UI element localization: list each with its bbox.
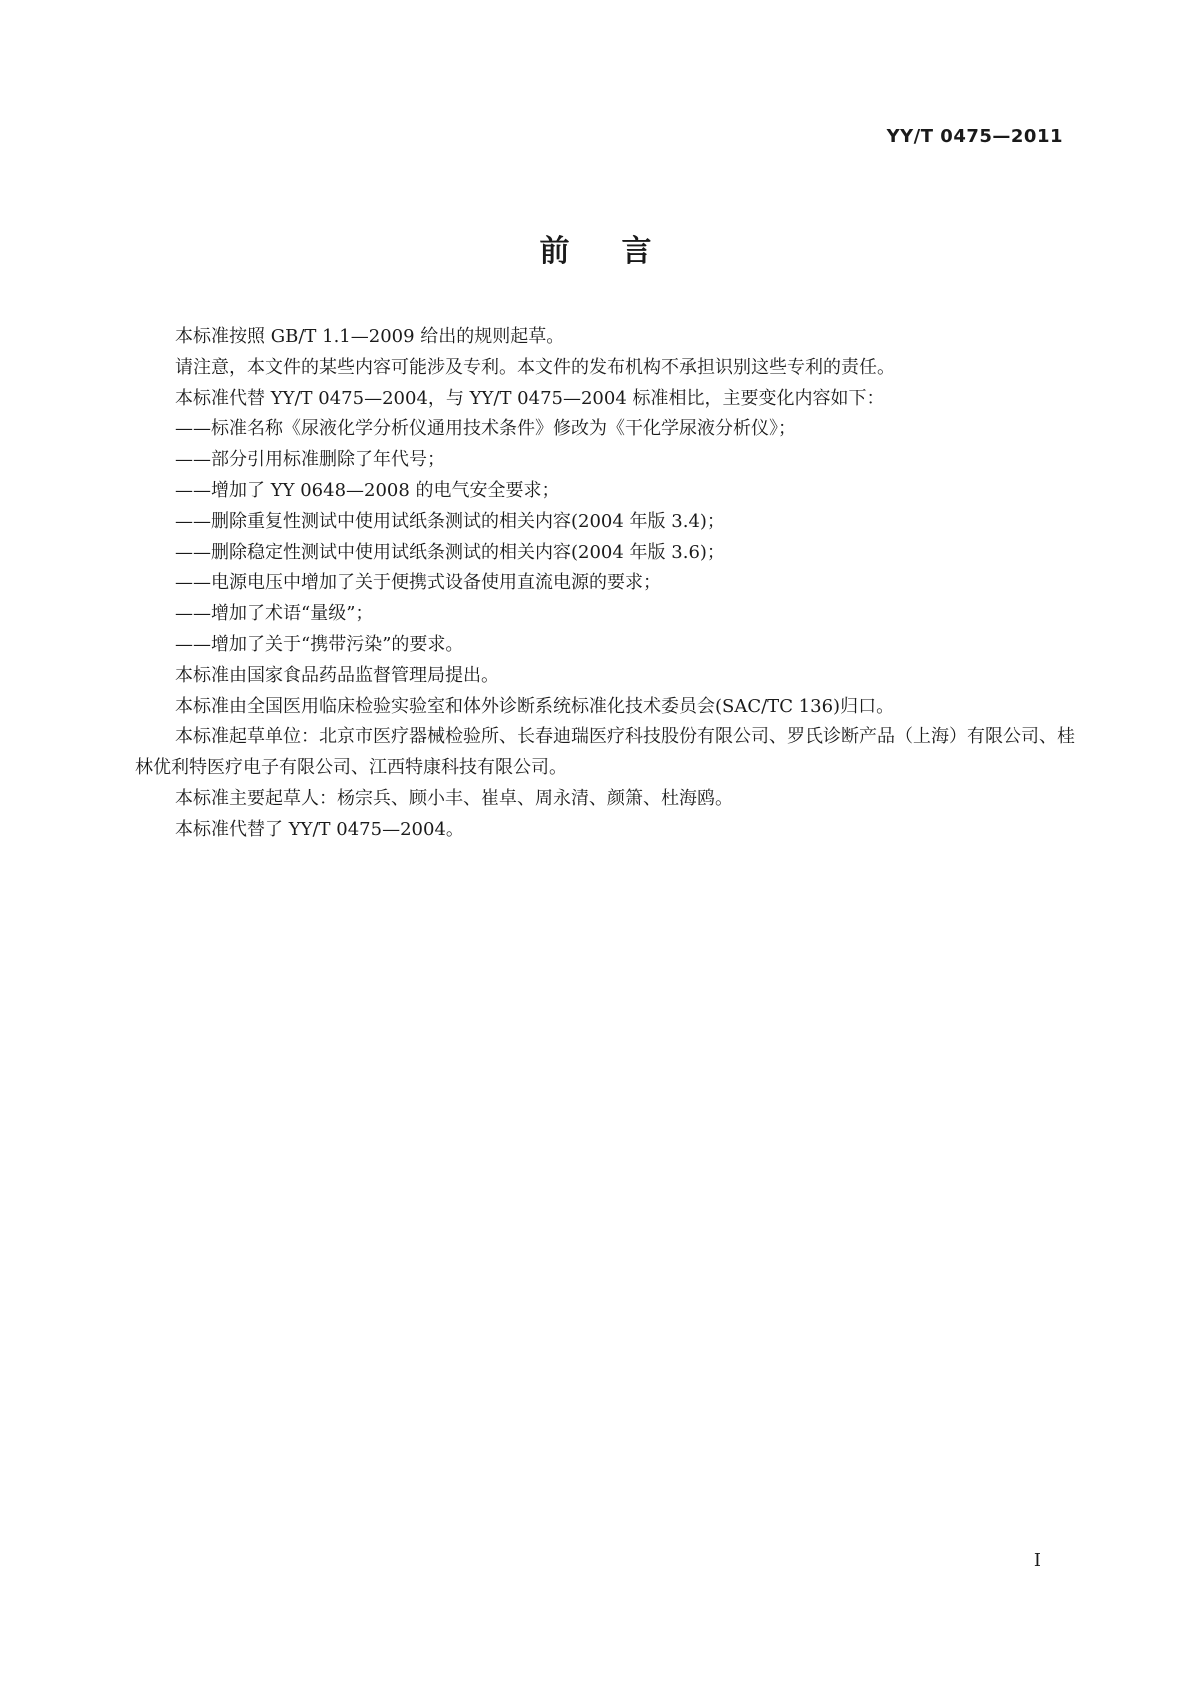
page-number: I [1033,1550,1041,1571]
paragraph-committee: 本标准由全国医用临床检验实验室和体外诊断系统标准化技术委员会(SAC/TC 136)归口。 [175,695,895,717]
change-item: ——删除重复性测试中使用试纸条测试的相关内容(2004 年版 3.4)； [175,510,725,532]
paragraph-drafting-rules: 本标准按照 GB/T 1.1—2009 给出的规则起草。 [175,326,565,347]
change-item: ——增加了 YY 0648—2008 的电气安全要求； [175,479,560,501]
paragraph-replaces: 本标准代替了 YY/T 0475—2004。 [175,818,464,840]
standard-number: YY/T 0475—2011 [886,126,1063,147]
paragraph-patent-notice: 请注意，本文件的某些内容可能涉及专利。本文件的发布机构不承担识别这些专利的责任。 [175,356,895,378]
paragraph-proposer: 本标准由国家食品药品监督管理局提出。 [175,664,499,686]
change-item: ——增加了关于“携带污染”的要求。 [175,633,464,655]
change-item: ——删除稳定性测试中使用试纸条测试的相关内容(2004 年版 3.6)； [175,541,725,563]
change-item: ——部分引用标准删除了年代号； [175,449,445,471]
foreword-body [135,322,1085,846]
paragraph-drafters: 本标准主要起草人：杨宗兵、顾小丰、崔卓、周永清、颜箫、杜海鸥。 [175,787,733,809]
change-item: ——标准名称《尿液化学分析仪通用技术条件》修改为《干化学尿液分析仪》； [175,418,796,440]
change-item: ——增加了术语“量级”； [175,603,374,625]
paragraph-replacement: 本标准代替 YY/T 0475—2004，与 YY/T 0475—2004 标准相比，主要变化内容如下： [175,387,885,409]
change-item: ——电源电压中增加了关于便携式设备使用直流电源的要求； [175,572,661,594]
paragraph-drafting-units: 本标准起草单位：北京市医疗器械检验所、长春迪瑞医疗科技股份有限公司、罗氏诊断产品（上海）有限公司、桂林优利特医疗电子有限公司、江西特康科技有限公司。 [135,726,1075,779]
page-title: 前言 [539,234,704,269]
